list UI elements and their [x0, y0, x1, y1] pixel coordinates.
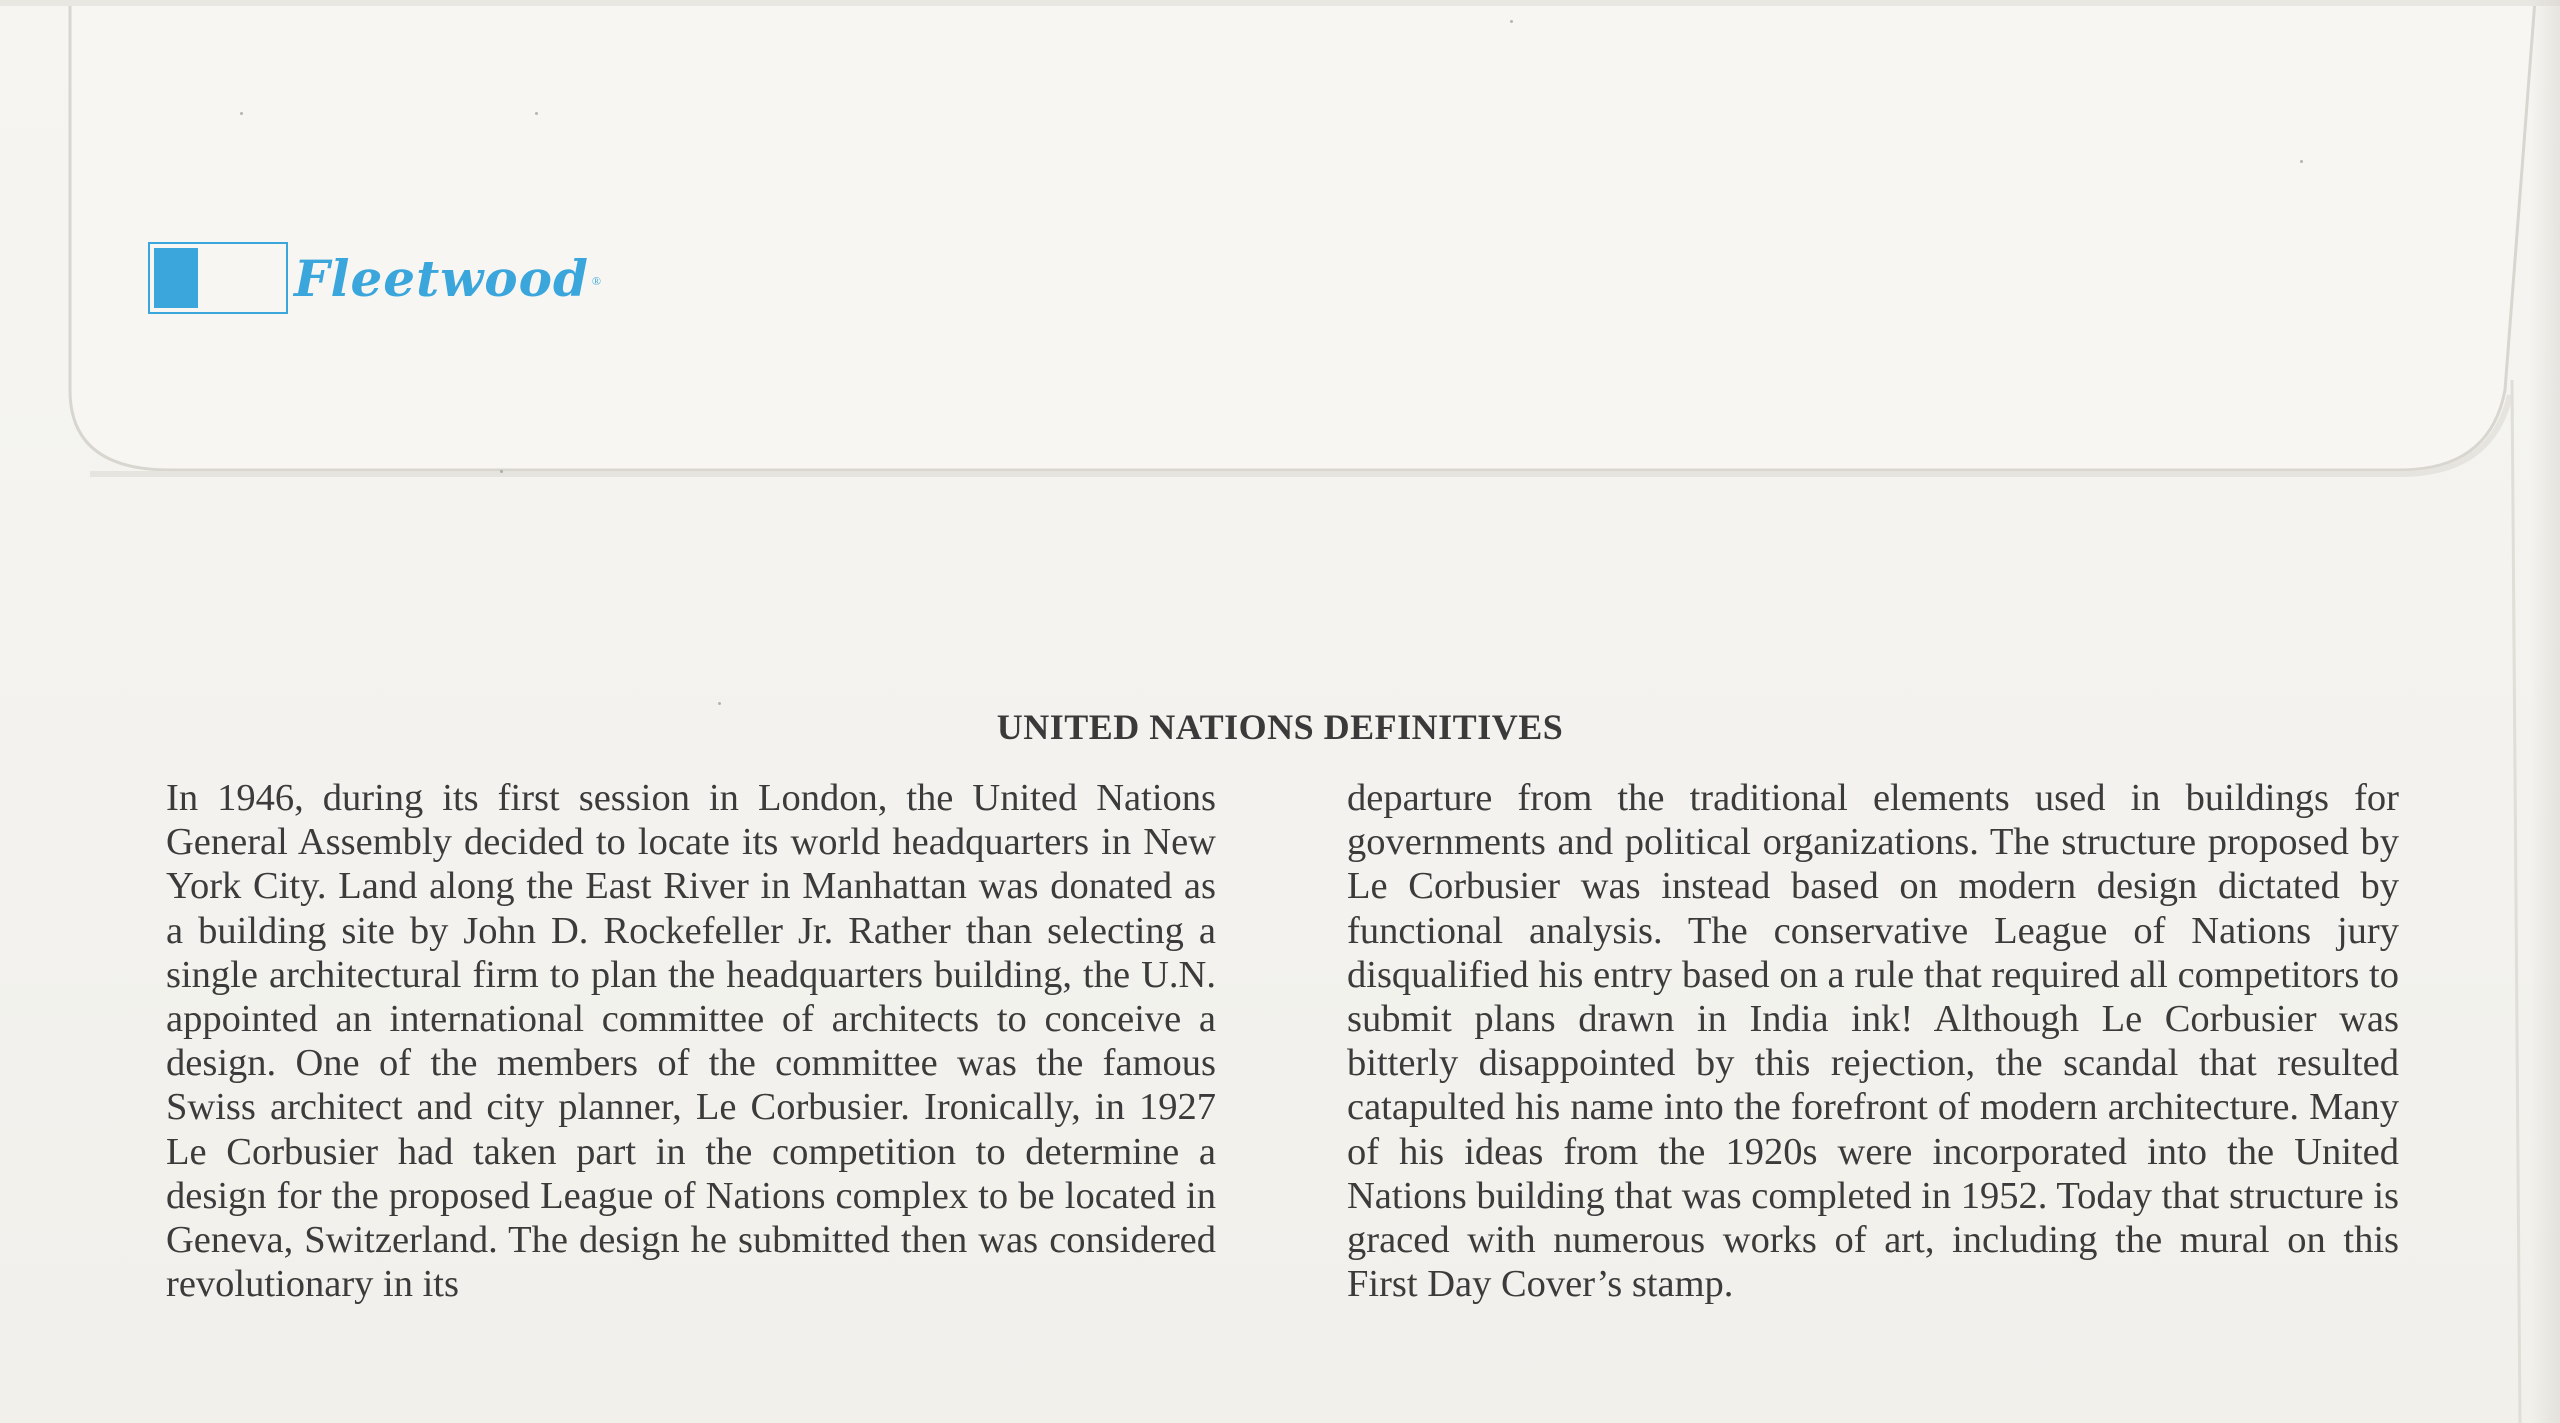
fleetwood-logo — [148, 240, 601, 316]
text-column-right — [1347, 776, 2399, 1306]
logo-wordmark: Fleetwood — [294, 248, 589, 308]
registered-mark: ® — [591, 273, 602, 288]
paper-speck — [535, 112, 538, 115]
paper-speck — [2300, 160, 2303, 163]
right-column-paragraph: departure from the traditional elements used in buildings for governments and political organizations. The structure proposed by Le Corbusier was instead based on modern design dictated by functional analysis. The conservative League of Nations jury disqualified his entry based on a rule that required all competitors to submit plans drawn in India ink! Although Le Corbusier was bitterly disappointed by this rejection, the scandal that resulted catapulted his name into the forefront of modern architecture. Many of his ideas from the 1920s were incorporated into the United Nations building that was completed in 1952. Today that structure is graced with numerous works of art, including the mural on this First Day Cover’s stamp. — [1347, 777, 2399, 1306]
document-title: UNITED NATIONS DEFINITIVES — [996, 707, 1564, 747]
paper-speck — [240, 112, 243, 115]
logo-mark-fill — [154, 248, 198, 308]
paper-speck — [500, 470, 503, 473]
paper-speck — [1510, 20, 1513, 23]
left-column-paragraph: In 1946, during its first session in London, the United Nations General Assembly decided to locate its world headquarters in New York City. Land along the East River in Manhattan was donated as a building site by John D. Rockefeller Jr. Rather than selecting a single architectural firm to plan the headquarters building, the U.N. appointed an international committee of architects to conceive a design. One of the members of the committee was the famous Swiss architect and city planner, Le Corbusier. Ironically, in 1927 Le Corbusier had taken part in the competition to determine a design for the proposed League of Nations complex to be located in Geneva, Switzerland. The design he submitted then was considered revolutionary in its — [166, 777, 1216, 1306]
logo-mark — [148, 242, 288, 314]
paper-speck — [718, 702, 721, 705]
text-column-left — [166, 776, 1216, 1306]
